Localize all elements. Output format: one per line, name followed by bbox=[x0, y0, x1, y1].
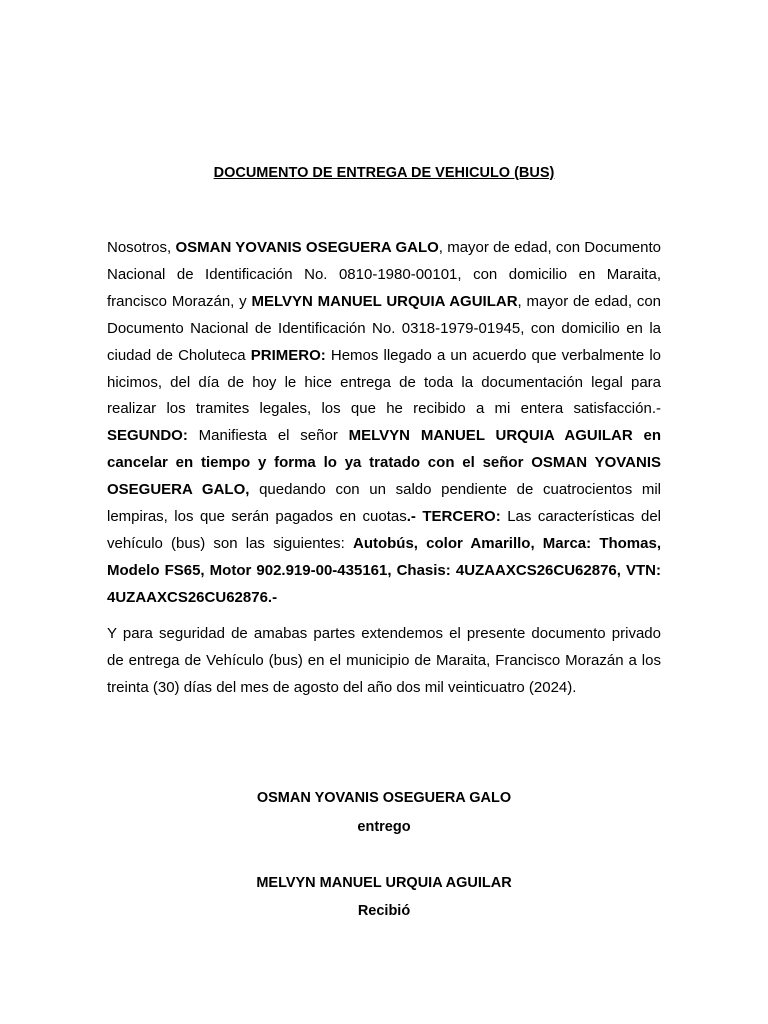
paragraph-segment-bold: OSMAN YOVANIS OSEGUERA GALO bbox=[175, 239, 439, 256]
paragraph-main bbox=[107, 235, 661, 612]
paragraph-segment-bold: PRIMERO: bbox=[250, 346, 326, 364]
paragraph-segment: Manifiesta el señor bbox=[187, 427, 349, 445]
signature-role-deliverer: entrego bbox=[357, 819, 411, 835]
paragraph-segment-bold: .- TERCERO: bbox=[406, 508, 501, 526]
paragraph-segment: , mayor de edad, con Documento Nacional de Identificación No. 0810-1980-00101, con domicilio en Maraita, francisco Morazán, y bbox=[107, 239, 662, 310]
paragraph-segment: Nosotros, bbox=[107, 239, 176, 256]
signature-name-deliverer: OSMAN YOVANIS OSEGUERA GALO bbox=[256, 790, 512, 806]
paragraph-segment: , mayor de edad, con Documento Nacional de Identificación No. 0318-1979-01945, con domicilio en la ciudad de Choluteca bbox=[107, 292, 662, 364]
signature-role-receiver: Recibió bbox=[357, 903, 411, 919]
document-title: DOCUMENTO DE ENTREGA DE VEHICULO (BUS) bbox=[213, 165, 555, 181]
paragraph-segment: quedando con un saldo pendiente de cuatrocientos mil lempiras, los que serán pagados en cuotas bbox=[107, 481, 661, 526]
paragraph-segment-bold: MELVYN MANUEL URQUIA AGUILAR bbox=[251, 292, 518, 310]
signature-name-receiver: MELVYN MANUEL URQUIA AGUILAR bbox=[256, 875, 512, 891]
paragraph-segment-bold: SEGUNDO: bbox=[107, 427, 188, 445]
paragraph-closing: Y para seguridad de amabas partes extendemos el presente documento privado de entrega de Vehículo (bus) en el municipio de Maraita, Francisco Morazán a los treinta (30) días del mes de agosto del año dos mil veinticuatro (2024). bbox=[107, 625, 661, 696]
paragraph-segment-bold: Autobús, color Amarillo, Marca: Thomas, Modelo FS65, Motor 902.919-00-435161, Chasis: 4UZAAXCS26CU62876, VTN: 4UZAAXCS26CU62876.- bbox=[107, 534, 661, 606]
paragraph-segment: Las características del vehículo (bus) son las siguientes: bbox=[107, 508, 662, 552]
paragraph-segment-bold: MELVYN MANUEL URQUIA AGUILAR en cancelar en tiempo y forma lo ya tratado con el señor OSMAN YOVANIS OSEGUERA GALO, bbox=[107, 427, 661, 499]
paragraph-segment: Hemos llegado a un acuerdo que verbalmente lo hicimos, del día de hoy le hice entrega de toda la documentación legal para realizar los tramites legales, los que he recibido a mi entera satisfacción.- bbox=[107, 346, 661, 418]
